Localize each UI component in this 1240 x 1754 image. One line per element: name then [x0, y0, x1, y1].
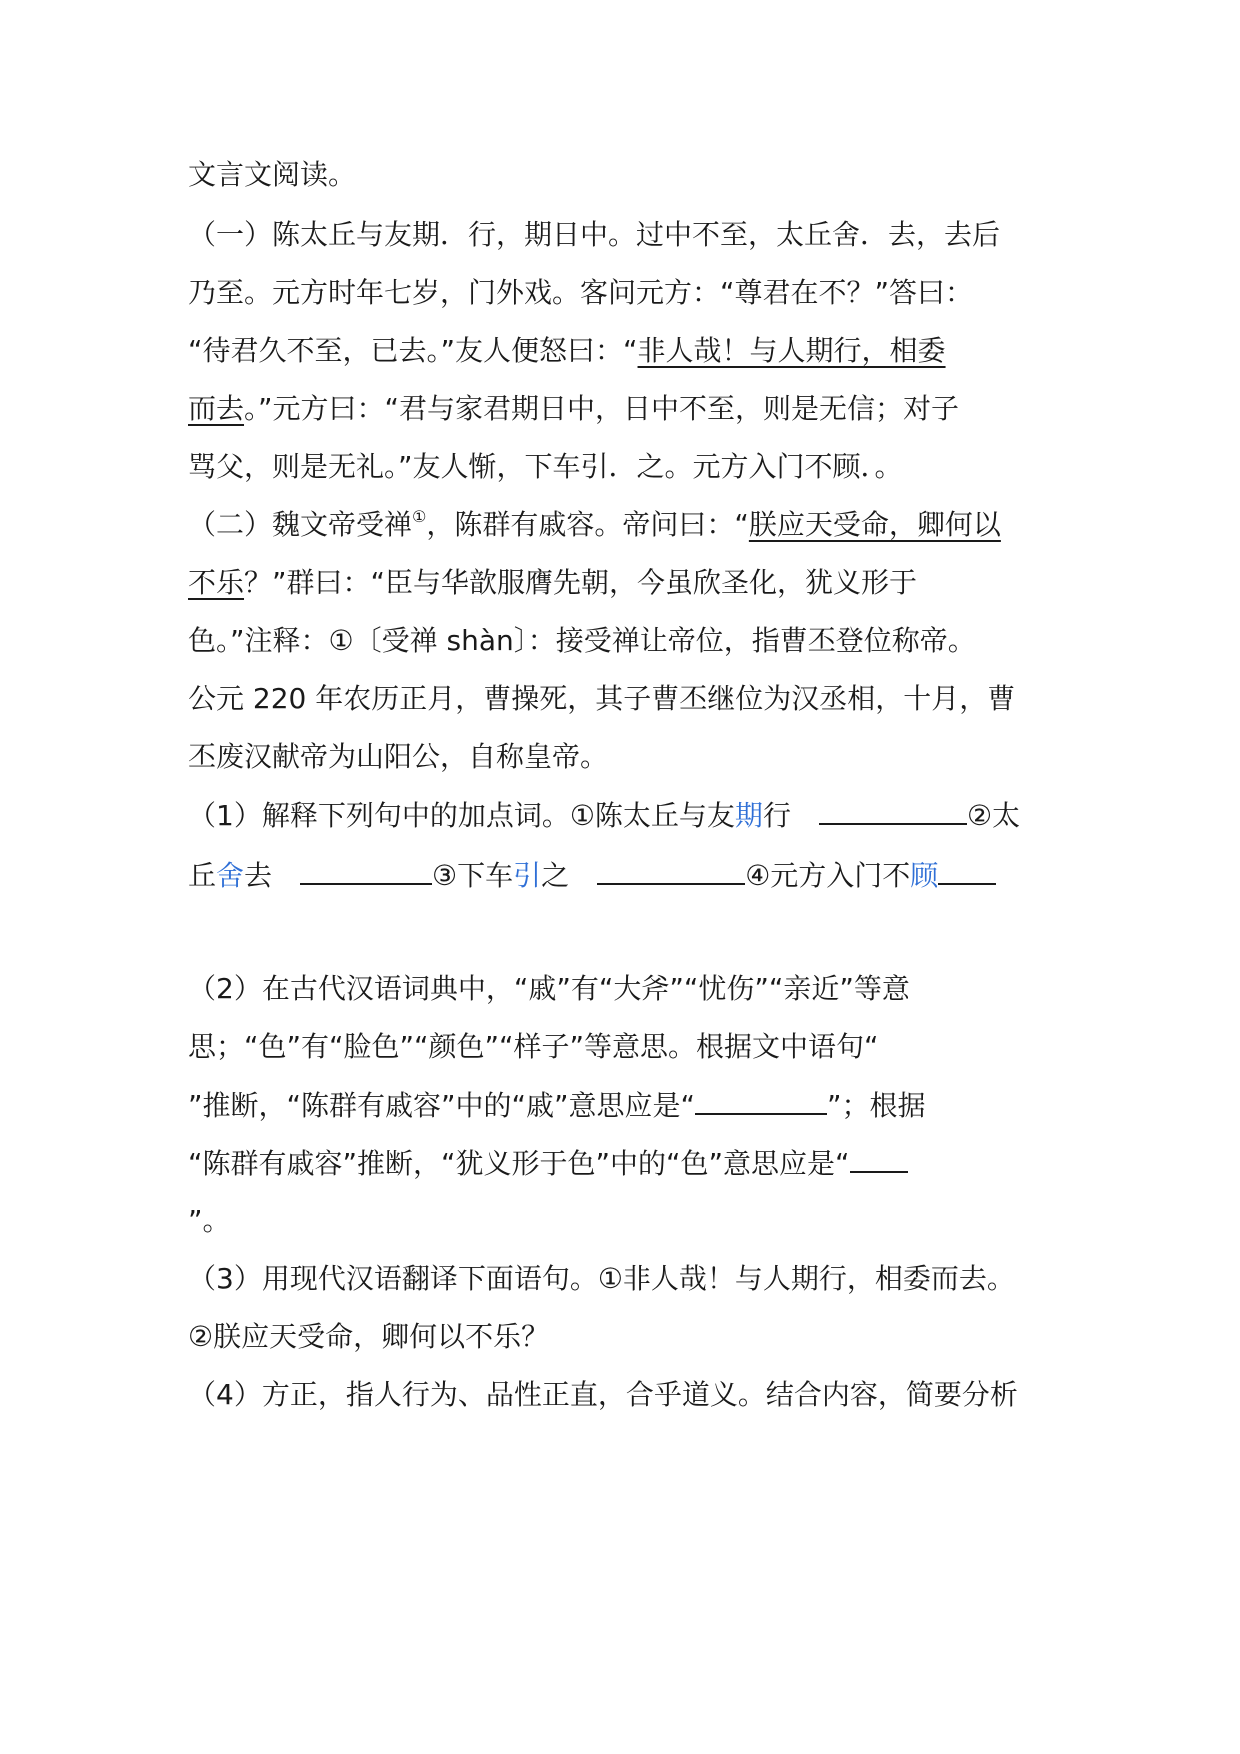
question1-line1 [188, 793, 1020, 837]
question2-line3-text-b: ”；根据 [827, 1089, 926, 1122]
question2-line2: 思；“色”有“脸色”“颜色”“样子”等意思。根据文中语句“ [188, 1030, 879, 1063]
question1-line2-text-d: 之 [541, 859, 570, 892]
underlined-sentence-1b: 而去 [188, 392, 245, 425]
question2-line5: ”。 [188, 1204, 231, 1237]
underlined-sentence-1a: 非人哉！与人期行，相委 [637, 334, 946, 367]
underlined-sentence-2b: 不乐 [188, 566, 245, 599]
passage2-line5: 丕废汉献帝为山阳公，自称皇帝。 [188, 740, 609, 773]
passage1-line3 [188, 329, 946, 373]
question4-line1: （4）方正，指人行为、品性正直，合乎道义。结合内容，简要分析 [188, 1378, 1018, 1411]
keyword-she: 舍 [216, 859, 245, 892]
footnote-marker: ① [412, 507, 427, 526]
question1-text-c: ②太 [966, 799, 1021, 832]
passage2-line1 [188, 503, 1001, 547]
passage1-line4-text: 。”元方曰：“君与家君期日中，日中不至，则是无信；对子 [244, 392, 960, 425]
keyword-qi: 期 [734, 799, 763, 832]
passage2-line1-text-b: ，陈群有戚容。帝问曰：“ [426, 508, 749, 541]
question3-line2: ②朕应天受命，卿何以不乐？ [188, 1320, 550, 1353]
passage2-line3: 色。”注释：①〔受禅 shàn〕：接受禅让帝位，指曹丕登位称帝。 [188, 624, 976, 657]
answer-blank-1[interactable] [819, 793, 967, 825]
passage1-line3-text: “待君久不至，已去。”友人便怒曰：“ [188, 334, 638, 367]
question1-line2-text: 丘 [188, 859, 217, 892]
question2-line1: （2）在古代汉语词典中，“戚”有“大斧”“忧伤”“亲近”等意 [188, 972, 910, 1005]
underlined-sentence-2a: 朕应天受命，卿何以 [748, 508, 1001, 541]
passage2-line1-text: （二）魏文帝受禅 [188, 508, 413, 541]
question2-line4 [188, 1141, 908, 1185]
question2-line4-text: “陈群有戚容”推断，“犹义形于色”中的“色”意思应是“ [188, 1147, 850, 1180]
question1-line2-text-c: ③下车 [432, 859, 514, 892]
passage1-line1: （一）陈太丘与友期．行，期日中。过中不至，太丘舍．去，去后 [188, 218, 1001, 251]
passage2-line2-text: ？”群曰：“臣与华歆服膺先朝，今虽欣圣化，犹义形于 [244, 566, 918, 599]
answer-blank-4[interactable] [938, 853, 996, 885]
question1-text: （1）解释下列句中的加点词。①陈太丘与友 [188, 799, 735, 832]
passage2-line2 [188, 561, 917, 605]
question2-line3-text: ”推断，“陈群有戚容”中的“戚”意思应是“ [188, 1089, 696, 1122]
passage1-line2: 乃至。元方时年七岁，门外戏。客问元方：“尊君在不？”答曰： [188, 276, 974, 309]
passage2-line4: 公元 220 年农历正月，曹操死，其子曹丕继位为汉丞相，十月，曹 [188, 682, 1016, 715]
question1-text-b: 行 [762, 799, 791, 832]
passage1-line5: 骂父，则是无礼。”友人惭，下车引．之。元方入门不顾．。 [188, 450, 903, 483]
section-title: 文言文阅读。 [188, 158, 357, 191]
question3-line1: （3）用现代汉语翻译下面语句。①非人哉！与人期行，相委而去。 [188, 1262, 1015, 1295]
answer-blank-2[interactable] [300, 853, 432, 885]
question2-line3 [188, 1083, 926, 1127]
question1-line2-text-b: 去 [244, 859, 273, 892]
answer-blank-5[interactable] [695, 1083, 827, 1115]
answer-blank-6[interactable] [850, 1141, 908, 1173]
question1-line2 [188, 853, 996, 897]
question1-line2-text-e: ④元方入门不 [745, 859, 911, 892]
answer-blank-3[interactable] [597, 853, 745, 885]
keyword-gu: 顾 [910, 859, 939, 892]
keyword-yin: 引 [513, 859, 542, 892]
passage1-line4 [188, 387, 959, 431]
